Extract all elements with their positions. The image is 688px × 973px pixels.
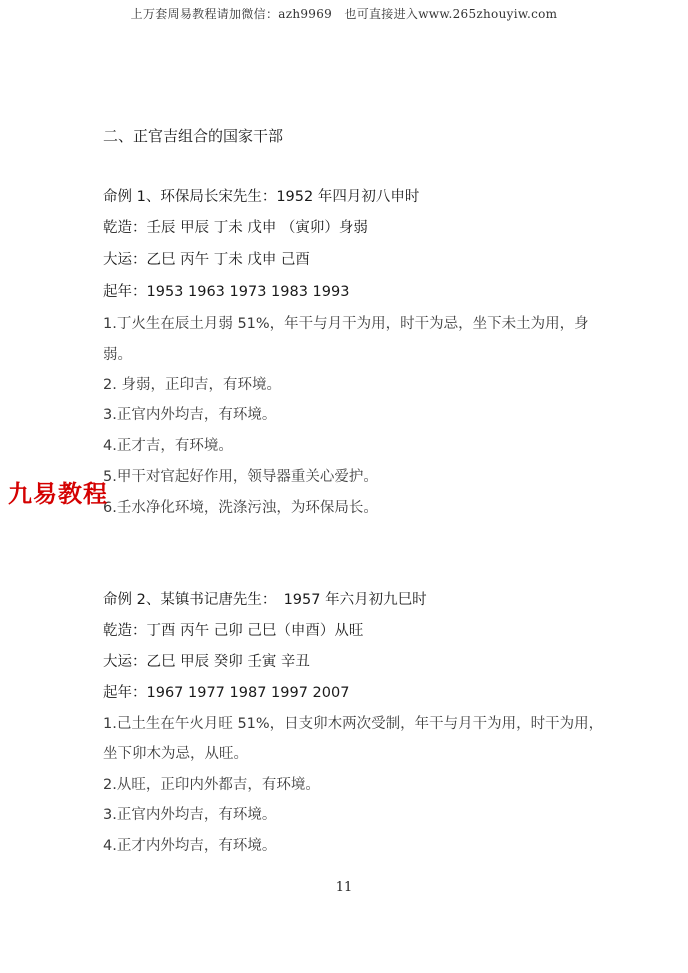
case2-point: 2.从旺，正印内外都吉，有环境。 (103, 777, 320, 793)
case1-point: 3.正官内外均吉，有环境。 (103, 407, 277, 423)
page-header: 上万套周易教程请加微信：azh9969 也可直接进入www.265zhouyiw.com (130, 7, 558, 21)
page-number: 11 (335, 880, 353, 895)
case1-point: 5.甲干对官起好作用，领导器重关心爱护。 (103, 469, 378, 485)
case1-point: 6.壬水净化环境，洗涤污浊，为环保局长。 (103, 500, 378, 516)
case1-qinian: 起年：1953 1963 1973 1983 1993 (103, 284, 350, 300)
case1-point: 4.正才吉，有环境。 (103, 438, 233, 454)
case2-point: 1.己土生在午火月旺 51%，日支卯木两次受制，年干与月干为用，时干为用， (103, 716, 604, 732)
case1-point: 2. 身弱，正印吉，有环境。 (103, 377, 281, 393)
case1-qianzao: 乾造：壬辰 甲辰 丁未 戊申 （寅卯）身弱 (103, 220, 368, 236)
case2-qianzao: 乾造：丁酉 丙午 己卯 己巳（申酉）从旺 (103, 623, 364, 639)
case1-title: 命例 1、环保局长宋先生：1952 年四月初八申时 (103, 189, 420, 205)
case2-point: 坐下卯木为忌，从旺。 (103, 746, 248, 762)
watermark-logo: 九易教程 (8, 480, 108, 508)
case2-qinian: 起年：1967 1977 1987 1997 2007 (103, 685, 350, 701)
case2-point: 3.正官内外均吉，有环境。 (103, 807, 277, 823)
section-title: 二、正官吉组合的国家干部 (103, 127, 284, 145)
case1-point: 1.丁火生在辰土月弱 51%，年干与月干为用，时干为忌，坐下未土为用，身 (103, 316, 589, 332)
case1-dayun: 大运：乙巳 丙午 丁未 戊申 己酉 (103, 252, 310, 268)
case2-point: 4.正才内外均吉，有环境。 (103, 838, 277, 854)
case2-title: 命例 2、某镇书记唐先生： 1957 年六月初九巳时 (103, 592, 427, 608)
case2-dayun: 大运：乙巳 甲辰 癸卯 壬寅 辛丑 (103, 654, 310, 670)
case1-point: 弱。 (103, 347, 132, 363)
